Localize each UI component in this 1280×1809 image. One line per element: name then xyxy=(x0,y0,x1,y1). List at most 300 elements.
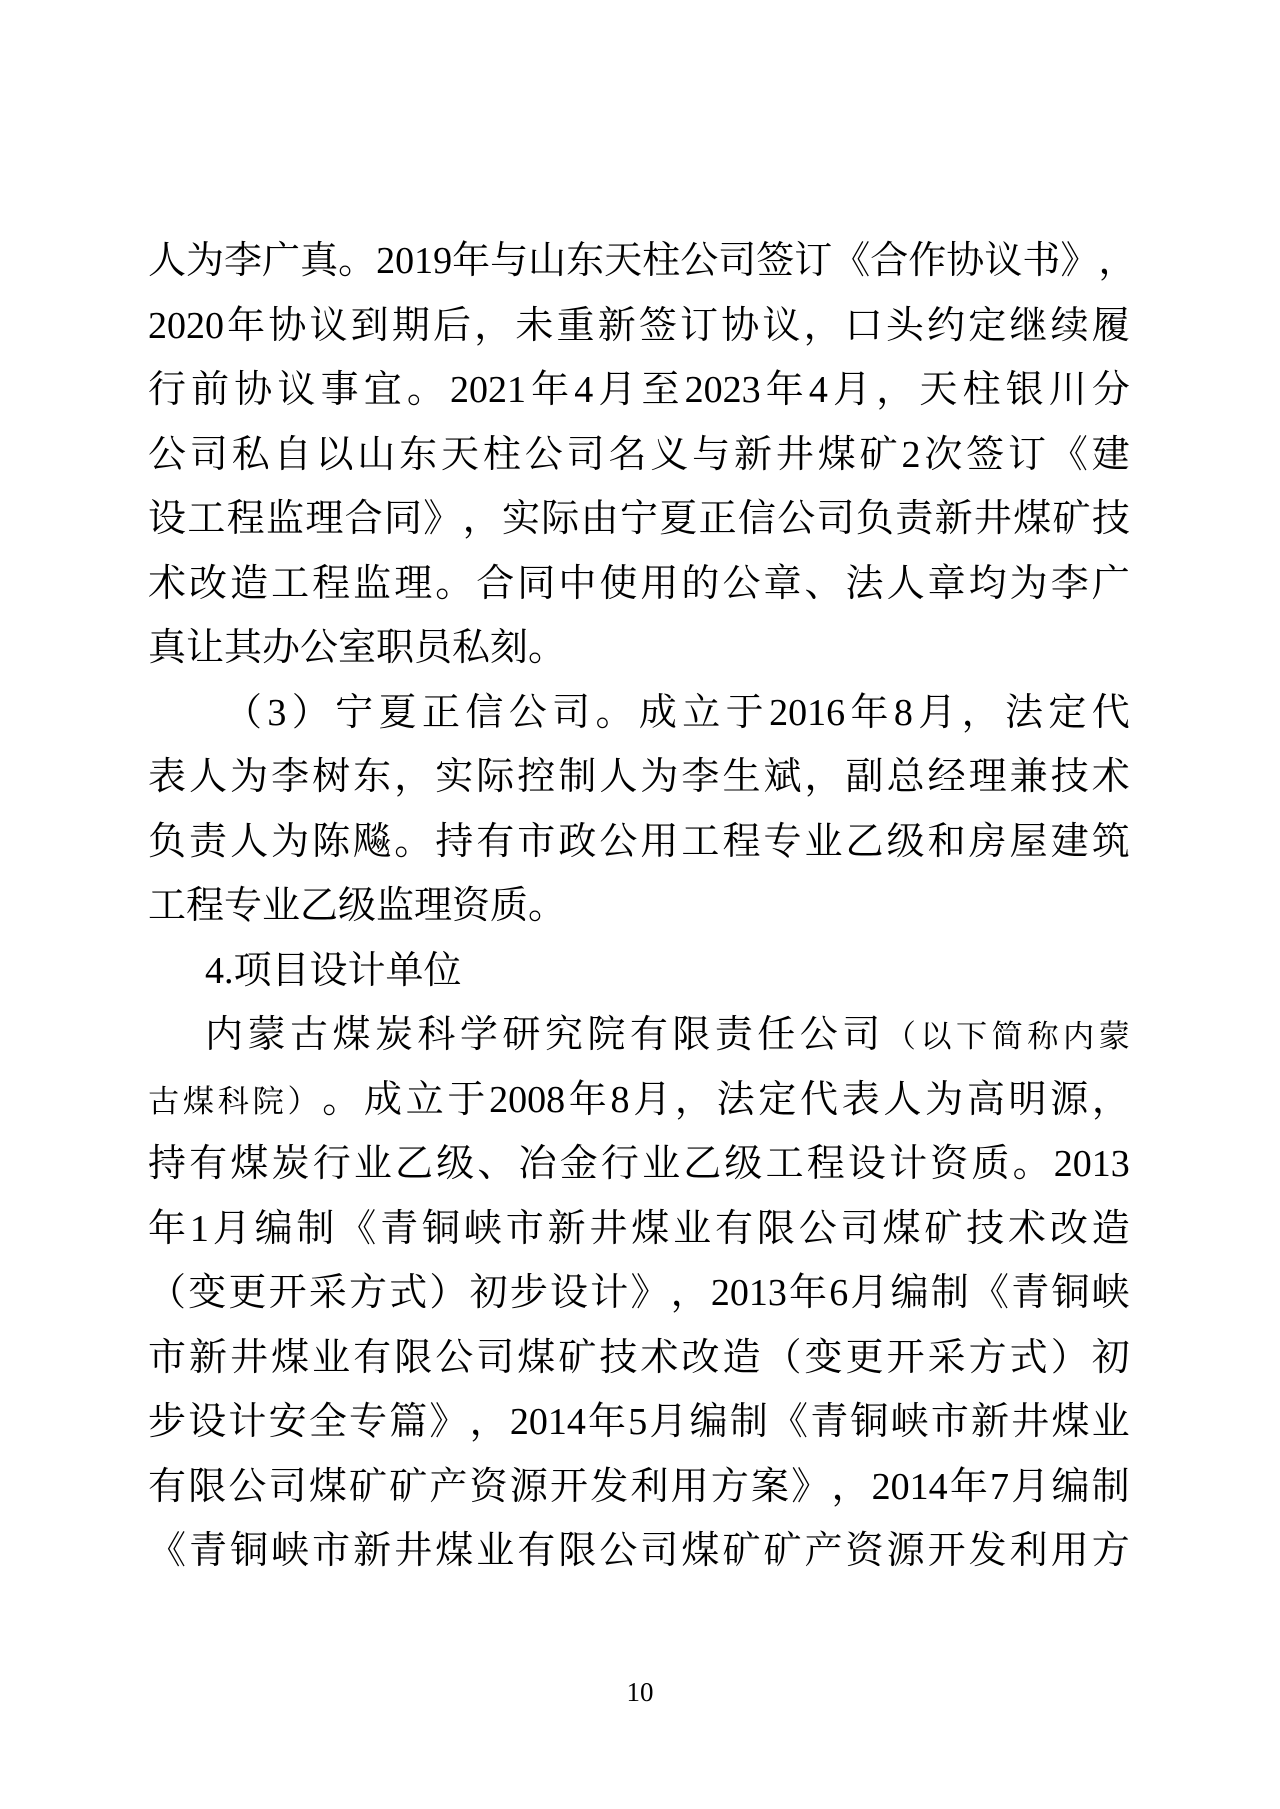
text-token: 方 xyxy=(1091,1530,1130,1572)
text-token: 飚 xyxy=(353,820,392,863)
text-token: 责 xyxy=(714,1014,753,1056)
text-token: 李 xyxy=(681,756,720,798)
text-token: 编 xyxy=(254,1207,293,1250)
text-token: 》 xyxy=(630,1272,669,1314)
text-token: 定 xyxy=(758,1078,797,1121)
text-token: ） xyxy=(291,691,330,734)
text-token: 、 xyxy=(477,1143,516,1185)
text-token: 《 xyxy=(770,1401,809,1443)
text-token: 篇 xyxy=(389,1401,428,1443)
text-token: 计 xyxy=(228,1401,267,1443)
text-token: 公 xyxy=(599,1530,638,1572)
text-token: 设 xyxy=(188,1401,227,1443)
text-token: 有 xyxy=(629,1014,668,1056)
text-token: 产 xyxy=(429,1465,468,1508)
text-token: 订 xyxy=(680,304,719,347)
text-token: 司 xyxy=(566,433,605,476)
text-token: 广 xyxy=(262,240,301,282)
text-token: 术 xyxy=(1091,756,1130,798)
text-token: 乙 xyxy=(683,1143,722,1185)
text-token: 协 xyxy=(721,304,760,347)
text-token: 均 xyxy=(968,562,1007,605)
text-token: 司 xyxy=(640,1530,679,1572)
text-token: 天 xyxy=(604,240,643,282)
text-token: 业 xyxy=(673,1207,712,1250)
text-token: 利 xyxy=(630,1465,669,1508)
text-token: 成 xyxy=(364,1078,403,1121)
text-token: 业 xyxy=(353,1143,392,1185)
text-token: ， xyxy=(474,304,513,347)
text-token: 李 xyxy=(271,756,310,798)
text-token: 月 xyxy=(212,1207,251,1250)
text-token: 年 xyxy=(588,1401,627,1443)
text-token: 司 xyxy=(816,498,855,540)
text-token: 矿 xyxy=(924,1207,963,1250)
text-token: 于 xyxy=(447,1078,486,1121)
text-token: 屋 xyxy=(1009,820,1048,863)
text-token: 签 xyxy=(966,433,1005,476)
text-token: 山 xyxy=(528,240,567,282)
text-token: ， xyxy=(961,691,1000,734)
text-token: 订 xyxy=(1008,433,1047,476)
text-token: 技 xyxy=(1050,756,1089,798)
text-token: 限 xyxy=(672,1014,711,1056)
text-token: 科 xyxy=(417,1014,456,1056)
text-token: 有 xyxy=(353,1336,392,1379)
text-token: 人 xyxy=(599,756,638,798)
text-token: 口 xyxy=(844,304,883,347)
text-token: 实 xyxy=(501,498,540,540)
text-token: 煤 xyxy=(308,1465,347,1508)
text-token: 以 xyxy=(315,433,354,476)
text-token: 用 xyxy=(640,562,679,605)
text-token: 法 xyxy=(716,1078,755,1121)
text-token: 研 xyxy=(502,1014,541,1056)
text-token: 际 xyxy=(541,498,580,540)
text-token: 煤 xyxy=(681,1530,720,1572)
text-token: 理 xyxy=(305,498,344,540)
text-token: 煤 xyxy=(332,1014,371,1056)
text-token: 议 xyxy=(762,304,801,347)
text-token: 更 xyxy=(228,1272,267,1314)
text-token: 式 xyxy=(1009,1336,1048,1379)
text-token: 山 xyxy=(357,433,396,476)
text-token: 宁 xyxy=(335,691,374,734)
text-token: 年 xyxy=(568,1078,607,1121)
text-token: ， xyxy=(876,369,915,411)
text-token: 2008 xyxy=(489,1078,566,1121)
text-token: 2 xyxy=(901,433,921,476)
text-token: 宜 xyxy=(363,369,402,411)
text-token: 新 xyxy=(353,1530,392,1572)
text-token: （ xyxy=(884,1019,916,1054)
text-token: 内 xyxy=(1062,1019,1095,1054)
text-token: 协 xyxy=(268,304,307,347)
text-token: 月 xyxy=(633,1078,672,1121)
text-token: 2013 xyxy=(710,1272,787,1314)
text-token: 程 xyxy=(226,498,265,540)
text-token: 2016 xyxy=(769,691,846,734)
text-token: 头 xyxy=(885,304,924,347)
text-token: 经 xyxy=(927,756,966,798)
document-text xyxy=(148,229,1137,1584)
text-token: 信 xyxy=(737,498,776,540)
text-token: 4 xyxy=(808,369,828,411)
text-token: 5 xyxy=(628,1401,648,1443)
text-token: 以 xyxy=(920,1019,952,1054)
text-token: 柱 xyxy=(962,369,1001,411)
text-token: 编 xyxy=(1051,1465,1090,1508)
text-token: 与 xyxy=(490,240,529,282)
text-token: 新 xyxy=(547,1207,586,1250)
text-token: 《 xyxy=(338,1207,377,1250)
text-token: 负 xyxy=(855,498,894,540)
text-token: 柱 xyxy=(642,240,681,282)
text-token: 行 xyxy=(600,1143,639,1185)
text-token: 术 xyxy=(640,1336,679,1379)
text-token: 程 xyxy=(312,562,351,605)
text-token: 和 xyxy=(927,820,966,863)
text-token: 》 xyxy=(429,1401,468,1443)
text-token: 全 xyxy=(308,1401,347,1443)
text-token: 协 xyxy=(946,240,985,282)
text-token: 产 xyxy=(804,1530,843,1572)
text-token: 柱 xyxy=(482,433,521,476)
text-token: 设 xyxy=(148,498,187,540)
text-token: 夏 xyxy=(378,691,417,734)
text-token: 业 xyxy=(476,1530,515,1572)
text-token: 年 xyxy=(949,1465,988,1508)
text-token: 川 xyxy=(1048,369,1087,411)
text-line-21 xyxy=(148,1519,1130,1584)
text-token: 利 xyxy=(1009,1530,1048,1572)
text-token: 编 xyxy=(689,1401,728,1443)
text-token: 负 xyxy=(148,820,187,863)
text-token: 法 xyxy=(845,562,884,605)
text-token: 真 xyxy=(300,240,339,282)
text-line-12 xyxy=(148,939,1130,1004)
text-token: 。 xyxy=(338,240,377,282)
text-token: 煤 xyxy=(435,1530,474,1572)
text-line-20 xyxy=(148,1455,1130,1520)
text-token: 峡 xyxy=(463,1207,502,1250)
text-token: 公 xyxy=(798,1207,837,1250)
text-line-16 xyxy=(148,1197,1130,1262)
text-line-13 xyxy=(148,1003,1130,1068)
text-token: 发 xyxy=(590,1465,629,1508)
text-token: 造 xyxy=(230,562,269,605)
text-token: 制 xyxy=(729,1401,768,1443)
text-line-10 xyxy=(148,810,1130,875)
text-token: 有 xyxy=(189,1143,228,1185)
text-token: 东 xyxy=(399,433,438,476)
text-token: 煤 xyxy=(182,1083,215,1119)
text-line-6 xyxy=(148,552,1130,617)
text-token: 造 xyxy=(1091,1207,1130,1250)
text-token: 煤 xyxy=(271,1336,310,1379)
text-token: 使 xyxy=(599,562,638,605)
text-token: 铜 xyxy=(850,1401,889,1443)
text-token: 铜 xyxy=(230,1530,269,1572)
text-token: 改 xyxy=(189,562,228,605)
text-token: 继 xyxy=(1009,304,1048,347)
text-token: 源 xyxy=(1050,1078,1089,1121)
text-line-8 xyxy=(148,681,1130,746)
text-token: 2023 xyxy=(684,369,761,411)
text-token: 有 xyxy=(148,1465,187,1508)
text-token: 的 xyxy=(681,562,720,605)
text-token: 》 xyxy=(423,498,462,540)
text-token: 限 xyxy=(558,1530,597,1572)
text-token: 新 xyxy=(597,304,636,347)
text-token: 变 xyxy=(804,1336,843,1379)
text-token: 蒙 xyxy=(247,1014,286,1056)
text-token: 制 xyxy=(930,1272,969,1314)
text-token: ， xyxy=(1098,240,1137,282)
text-token: 案 xyxy=(751,1465,790,1508)
text-token: 。 xyxy=(322,1078,361,1121)
text-token: 为 xyxy=(230,756,269,798)
text-token: 设 xyxy=(847,1143,886,1185)
text-token: 6 xyxy=(829,1272,849,1314)
text-token: 峡 xyxy=(1091,1272,1130,1314)
text-token: 资 xyxy=(845,1530,884,1572)
text-line-11 xyxy=(148,874,1130,939)
text-token: 2014 xyxy=(871,1465,948,1508)
text-token: 行 xyxy=(148,369,187,411)
text-token: 煤 xyxy=(817,433,856,476)
text-token: 际 xyxy=(476,756,515,798)
text-token: 程 xyxy=(722,820,761,863)
text-token: 青 xyxy=(1011,1272,1050,1314)
text-token: 定 xyxy=(968,304,1007,347)
text-token: 月 xyxy=(918,691,957,734)
text-token: 技 xyxy=(1091,498,1130,540)
text-token: 同 xyxy=(383,498,422,540)
text-token: 人 xyxy=(148,240,187,282)
text-token: 表 xyxy=(841,1078,880,1121)
text-token: 正 xyxy=(421,691,460,734)
text-token: 计 xyxy=(889,1143,928,1185)
text-token: 冶 xyxy=(518,1143,557,1185)
text-token: 行 xyxy=(312,1143,351,1185)
text-token: 于 xyxy=(725,691,764,734)
text-token: 市 xyxy=(312,1530,351,1572)
text-token: 立 xyxy=(405,1078,444,1121)
text-token: 级 xyxy=(886,820,925,863)
text-token: 有 xyxy=(476,820,515,863)
text-token: ， xyxy=(394,756,433,798)
text-token: 月 xyxy=(598,369,637,411)
text-token: 3 xyxy=(267,691,287,734)
text-token: 公 xyxy=(228,1465,267,1508)
text-token: 未 xyxy=(515,304,554,347)
text-token: 煤 xyxy=(1013,498,1052,540)
text-token: ， xyxy=(670,1272,709,1314)
text-token: 开 xyxy=(268,1272,307,1314)
text-token: 分 xyxy=(1091,369,1130,411)
text-token: 有 xyxy=(517,1530,556,1572)
text-token: 限 xyxy=(394,1336,433,1379)
text-token: 、 xyxy=(804,562,843,605)
text-token: 公 xyxy=(680,240,719,282)
text-token: 兼 xyxy=(1009,756,1048,798)
text-token: 开 xyxy=(927,1530,966,1572)
text-token: 煤 xyxy=(882,1207,921,1250)
text-token: 编 xyxy=(890,1272,929,1314)
text-token: 开 xyxy=(886,1336,925,1379)
text-token: 业 xyxy=(1091,1401,1130,1443)
text-token: 2019 xyxy=(376,240,453,282)
text-token: 义 xyxy=(650,433,689,476)
text-token: ） xyxy=(287,1083,319,1119)
text-token: 履 xyxy=(1091,304,1130,347)
text-token: 中 xyxy=(558,562,597,605)
text-token: 建 xyxy=(1050,820,1089,863)
text-token: 期 xyxy=(391,304,430,347)
text-token: 正 xyxy=(698,498,737,540)
text-token: 铜 xyxy=(422,1207,461,1250)
text-token: 设 xyxy=(550,1272,589,1314)
text-token: 内 xyxy=(205,1014,244,1056)
text-token: 开 xyxy=(550,1465,589,1508)
text-token: 式 xyxy=(389,1272,428,1314)
text-token: 年 xyxy=(148,1207,187,1250)
text-token: 自 xyxy=(273,433,312,476)
text-token: 信 xyxy=(465,691,504,734)
text-token: 为 xyxy=(925,1078,964,1121)
text-token: 人 xyxy=(230,820,269,863)
text-token: 用 xyxy=(1050,1530,1089,1572)
text-token: 李 xyxy=(224,240,263,282)
text-token: 理 xyxy=(968,756,1007,798)
text-token: 业 xyxy=(804,820,843,863)
text-token: 《 xyxy=(148,1530,187,1572)
text-token: 井 xyxy=(973,498,1012,540)
text-token: 新 xyxy=(189,1336,228,1379)
text-token: ， xyxy=(469,1401,508,1443)
text-token: 司 xyxy=(842,1014,881,1056)
text-token: 4 xyxy=(574,369,594,411)
text-token: 公 xyxy=(799,1014,838,1056)
text-token: 人 xyxy=(189,756,228,798)
text-token: 峡 xyxy=(890,1401,929,1443)
text-token: 质 xyxy=(971,1143,1010,1185)
text-token: 月 xyxy=(833,369,872,411)
text-token: 专 xyxy=(349,1401,388,1443)
text-token: 源 xyxy=(886,1530,925,1572)
text-token: 表 xyxy=(148,756,187,798)
text-token: ， xyxy=(1091,1078,1130,1121)
text-token: 广 xyxy=(1091,562,1130,605)
text-token: 工 xyxy=(765,1143,804,1185)
text-token: 炭 xyxy=(271,1143,310,1185)
text-token: 次 xyxy=(924,433,963,476)
text-segment: 工程专业乙级监理资质。 xyxy=(148,885,567,927)
text-token: 约 xyxy=(927,304,966,347)
text-token: 安 xyxy=(268,1401,307,1443)
text-token: 炭 xyxy=(374,1014,413,1056)
text-token: 更 xyxy=(845,1336,884,1379)
text-token: 改 xyxy=(1049,1207,1088,1250)
text-token: 为 xyxy=(640,756,679,798)
text-token: 青 xyxy=(810,1401,849,1443)
text-token: 公 xyxy=(599,820,638,863)
text-token: 事 xyxy=(320,369,359,411)
text-line-5 xyxy=(148,487,1130,552)
text-token: 8 xyxy=(610,1078,630,1121)
text-token: 公 xyxy=(722,562,761,605)
text-token: 续 xyxy=(1050,304,1089,347)
text-token: 2013 xyxy=(1053,1143,1130,1185)
text-token: 金 xyxy=(559,1143,598,1185)
text-token: 月 xyxy=(649,1401,688,1443)
text-token: 有 xyxy=(715,1207,754,1250)
text-token: ， xyxy=(462,498,501,540)
text-segment: 4.项目设计单位 xyxy=(205,949,462,992)
text-token: 工 xyxy=(681,820,720,863)
text-token: 签 xyxy=(638,304,677,347)
text-token: 任 xyxy=(757,1014,796,1056)
text-token: 限 xyxy=(756,1207,795,1250)
text-token: 煤 xyxy=(517,1336,556,1379)
text-token: 步 xyxy=(509,1272,548,1314)
text-token: 级 xyxy=(724,1143,763,1185)
text-token: 东 xyxy=(353,756,392,798)
text-token: 限 xyxy=(188,1465,227,1508)
text-token: 理 xyxy=(394,562,433,605)
text-token: 铜 xyxy=(1051,1272,1090,1314)
text-token: 斌 xyxy=(763,756,802,798)
text-token: 合 xyxy=(476,562,515,605)
text-token: 程 xyxy=(806,1143,845,1185)
text-token: 书 xyxy=(1022,240,1061,282)
text-token: 《 xyxy=(971,1272,1010,1314)
text-token: 《 xyxy=(1049,433,1088,476)
text-line-18 xyxy=(148,1326,1130,1391)
text-segment: 真让其办公室职员私刻。 xyxy=(148,627,567,669)
text-token: 制 xyxy=(558,756,597,798)
text-token: 合 xyxy=(344,498,383,540)
text-token: 学 xyxy=(459,1014,498,1056)
text-line-4 xyxy=(148,423,1130,488)
text-token: 2020 xyxy=(148,304,224,347)
text-token: 监 xyxy=(265,498,304,540)
text-token: 年 xyxy=(765,369,804,411)
page-number: 10 xyxy=(626,1677,654,1707)
text-token: 代 xyxy=(800,1078,839,1121)
text-token: 蒙 xyxy=(1098,1019,1130,1054)
text-token: 乙 xyxy=(845,820,884,863)
text-token: 公 xyxy=(524,433,563,476)
text-token: 术 xyxy=(148,562,187,605)
text-token: ， xyxy=(803,304,842,347)
text-token: 到 xyxy=(350,304,389,347)
text-token: 议 xyxy=(309,304,348,347)
text-token: 私 xyxy=(231,433,270,476)
text-token: 制 xyxy=(296,1207,335,1250)
text-token: 建 xyxy=(1091,433,1130,476)
text-token: 工 xyxy=(187,498,226,540)
text-token: 用 xyxy=(640,820,679,863)
text-token: 公 xyxy=(508,691,547,734)
text-token: 筑 xyxy=(1091,820,1130,863)
text-token: 计 xyxy=(590,1272,629,1314)
text-token: 名 xyxy=(608,433,647,476)
text-token: 年 xyxy=(452,240,491,282)
text-token: 初 xyxy=(1091,1336,1130,1379)
text-token: 明 xyxy=(1008,1078,1047,1121)
